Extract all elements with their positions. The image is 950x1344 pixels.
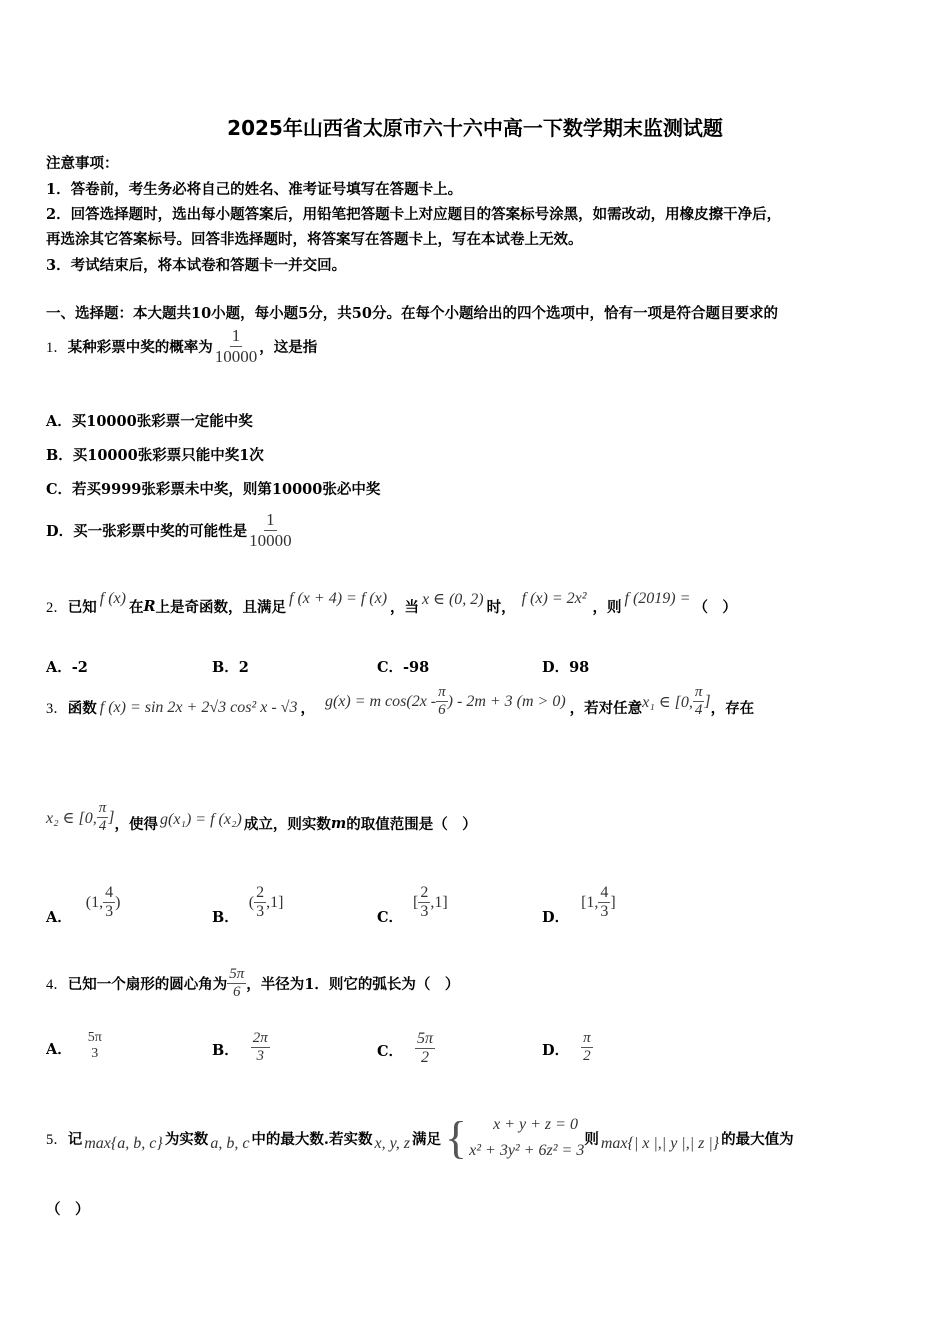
- fraction: [415, 1030, 435, 1068]
- fraction-numerator: 5π: [415, 1030, 435, 1049]
- fraction: [436, 684, 448, 720]
- option-label: A．: [46, 1040, 72, 1058]
- question-text: 时，: [486, 599, 516, 616]
- question-text: ，则: [592, 599, 622, 616]
- fraction: [418, 884, 430, 922]
- question-1: [46, 326, 317, 366]
- question-text: 成立，则实数: [243, 816, 331, 834]
- option-b: B．买10000张彩票只能中奖1次: [46, 447, 264, 464]
- fraction-denominator: 4: [694, 702, 703, 719]
- math-expression: x, y, z: [374, 1135, 411, 1152]
- question-5-bracket: （ ）: [46, 1201, 90, 1218]
- fraction: [254, 884, 266, 922]
- math-part: x₁ ∈ [0,: [642, 693, 693, 711]
- question-text: 为实数: [164, 1130, 209, 1148]
- math-variable: R: [143, 598, 156, 615]
- math-expression: [325, 684, 566, 720]
- equation-lines: [469, 1112, 584, 1164]
- option-a: A．买10000张彩票一定能中奖: [46, 413, 253, 430]
- fraction-numerator: 5π: [87, 1030, 102, 1045]
- question-text: ，存在: [710, 700, 755, 718]
- notice-item-2a: 2．回答选择题时，选出每小题答案后，用铅笔把答题卡上对应题目的答案标号涂黑，如需改动，用橡皮擦干净后，: [46, 206, 782, 223]
- math-part: (: [248, 893, 255, 911]
- math-part: g(x) = m cos(2x -: [324, 692, 437, 710]
- question-text: 满足: [412, 1130, 442, 1148]
- math-expression: f (x): [99, 589, 126, 607]
- math-part: ): [115, 893, 121, 911]
- fraction: [97, 800, 109, 836]
- left-brace: {: [445, 1112, 468, 1163]
- fraction: [247, 510, 294, 550]
- fraction: [86, 1030, 104, 1062]
- fraction-denominator: 10000: [249, 530, 292, 550]
- question-2: [46, 589, 737, 617]
- math-part: x₂ ∈ [0,: [46, 809, 97, 827]
- math-expression: [642, 684, 710, 720]
- fraction: [103, 884, 115, 922]
- question-text: 上是奇函数，且满足: [155, 599, 287, 616]
- fraction-denominator: 2: [583, 1048, 591, 1065]
- question-text: ，半径为1．则它的弧长为（ ）: [246, 976, 460, 994]
- math-expression: x ∈ (0, 2): [422, 590, 484, 608]
- option-a: [46, 884, 121, 927]
- question-number: 3．: [46, 701, 68, 718]
- math-part: ]: [704, 692, 711, 710]
- equation-1: x + y + z = 0: [493, 1116, 578, 1133]
- math-part: ) - 2m + 3 (m > 0): [447, 692, 566, 710]
- fraction-denominator: 2: [421, 1049, 430, 1067]
- option-label: B．: [212, 1042, 239, 1060]
- fraction-denominator: 6: [233, 984, 241, 1001]
- option-b: [212, 884, 284, 927]
- fraction-numerator: 2: [418, 884, 430, 903]
- option-d: [46, 510, 294, 550]
- option-label: C．: [377, 909, 404, 927]
- fraction: [251, 1030, 270, 1066]
- math-part: ]: [610, 893, 616, 911]
- option-c: C．-98: [377, 659, 430, 676]
- fraction-denominator: 3: [600, 903, 609, 921]
- option-a: [46, 1030, 104, 1062]
- question-number: 1．: [46, 339, 68, 356]
- fraction-numerator: π: [436, 684, 448, 702]
- fraction-numerator: 2π: [251, 1030, 270, 1048]
- question-text: 记: [67, 1130, 83, 1148]
- section-heading: 一、选择题：本大题共10小题，每小题5分，共50分。在每个小题给出的四个选项中，恰有一项是符合题目要求的: [46, 305, 778, 322]
- math-part: ,1]: [266, 893, 284, 911]
- question-text: 函数: [67, 700, 97, 718]
- math-part: [1,: [581, 893, 599, 911]
- math-part: [: [413, 893, 419, 911]
- question-text: 则: [584, 1130, 599, 1148]
- fraction-denominator: 3: [420, 903, 429, 921]
- question-4: [46, 966, 459, 1002]
- question-text: 的最大值为: [721, 1130, 794, 1148]
- fraction-numerator: 2: [254, 884, 266, 903]
- math-part: (1,: [85, 893, 104, 911]
- fraction-numerator: 1: [231, 326, 241, 345]
- fraction-denominator: 3: [256, 1048, 265, 1065]
- fraction-denominator: 3: [91, 1046, 99, 1062]
- equation-2: x² + 3y² + 6z² = 3: [469, 1142, 585, 1159]
- question-text: ，当: [390, 599, 420, 616]
- notice-item-2b: 再选涂其它答案标号。回答非选择题时，将答案写在答题卡上，写在本试卷上无效。: [46, 231, 583, 248]
- option-a: A．-2: [46, 659, 88, 676]
- fraction-numerator: π: [581, 1030, 593, 1048]
- math-expression: f (x) = 2x²: [521, 589, 587, 607]
- option-c: [377, 884, 448, 927]
- fraction-denominator: 3: [105, 903, 114, 921]
- notice-item-3: 3．考试结束后，将本试卷和答题卡一并交回。: [46, 257, 347, 274]
- math-expression: a, b, c: [210, 1135, 250, 1152]
- math-expression: [46, 800, 114, 836]
- question-text: 在: [128, 599, 144, 616]
- fraction-denominator: 3: [256, 903, 265, 921]
- math-part: ]: [108, 808, 115, 826]
- fraction-denominator: 6: [438, 702, 446, 719]
- fraction-numerator: 4: [103, 884, 115, 903]
- fraction-numerator: 4: [598, 884, 610, 903]
- question-5: [46, 1112, 794, 1164]
- question-text: 已知一个扇形的圆心角为: [67, 976, 228, 994]
- math-variable: m: [330, 815, 347, 833]
- fraction-numerator: 1: [266, 510, 275, 529]
- question-text: 的取值范围是（ ）: [346, 816, 477, 834]
- question-text: 中的最大数.若实数: [251, 1130, 373, 1148]
- fraction: [598, 884, 610, 922]
- question-text: 已知: [67, 599, 97, 616]
- question-3: [46, 684, 755, 726]
- option-text: D．买一张彩票中奖的可能性是: [46, 522, 248, 540]
- option-label: D．: [542, 1042, 570, 1060]
- fraction: [213, 326, 260, 366]
- fraction: [227, 966, 246, 1002]
- question-text: ，若对任意: [569, 700, 643, 718]
- math-expression: f (x) = sin 2x + 2√3 cos² x - √3: [99, 698, 298, 716]
- fraction-denominator: 4: [98, 818, 107, 835]
- option-d: D．98: [542, 659, 590, 676]
- fraction-denominator: 10000: [214, 346, 258, 366]
- equation-system: [445, 1112, 584, 1164]
- question-text: ，这是指: [259, 338, 318, 356]
- page-title: 2025年山西省太原市六十六中高一下数学期末监测试题: [227, 116, 723, 140]
- question-3-continued: [46, 800, 477, 842]
- math-expression: g(x₁) = f (x₂): [159, 810, 242, 828]
- fraction-numerator: π: [693, 684, 705, 702]
- fraction: [693, 684, 705, 720]
- option-b: [212, 1030, 270, 1066]
- math-expression: max{a, b, c}: [84, 1135, 163, 1152]
- question-number: 4．: [46, 977, 68, 994]
- question-text: （ ）: [693, 599, 737, 616]
- question-number: 5．: [46, 1131, 68, 1148]
- option-b: B．2: [212, 659, 249, 676]
- question-text: ，: [300, 700, 315, 718]
- question-number: 2．: [46, 600, 68, 616]
- option-label: A．: [46, 909, 72, 927]
- notice-item-1: 1．答卷前，考生务必将自己的姓名、准考证号填写在答题卡上。: [46, 181, 463, 198]
- fraction: [581, 1030, 593, 1066]
- math-expression: f (x + 4) = f (x): [289, 589, 388, 607]
- fraction-numerator: π: [97, 800, 109, 818]
- question-text: ，使得: [114, 816, 158, 834]
- option-d: [542, 1030, 593, 1066]
- question-text: 某种彩票中奖的概率为: [67, 338, 213, 356]
- option-c: [377, 1030, 435, 1068]
- fraction-numerator: 5π: [227, 966, 246, 984]
- option-label: C．: [377, 1043, 404, 1061]
- option-label: D．: [542, 909, 570, 927]
- math-part: ,1]: [430, 893, 448, 911]
- math-expression: f (2019) =: [624, 589, 691, 607]
- option-d: [542, 884, 616, 927]
- notice-heading: 注意事项：: [46, 155, 119, 172]
- option-label: B．: [212, 909, 239, 927]
- option-c: C．若买9999张彩票未中奖，则第10000张必中奖: [46, 481, 381, 498]
- math-expression: max{| x |,| y |,| z |}: [600, 1135, 720, 1152]
